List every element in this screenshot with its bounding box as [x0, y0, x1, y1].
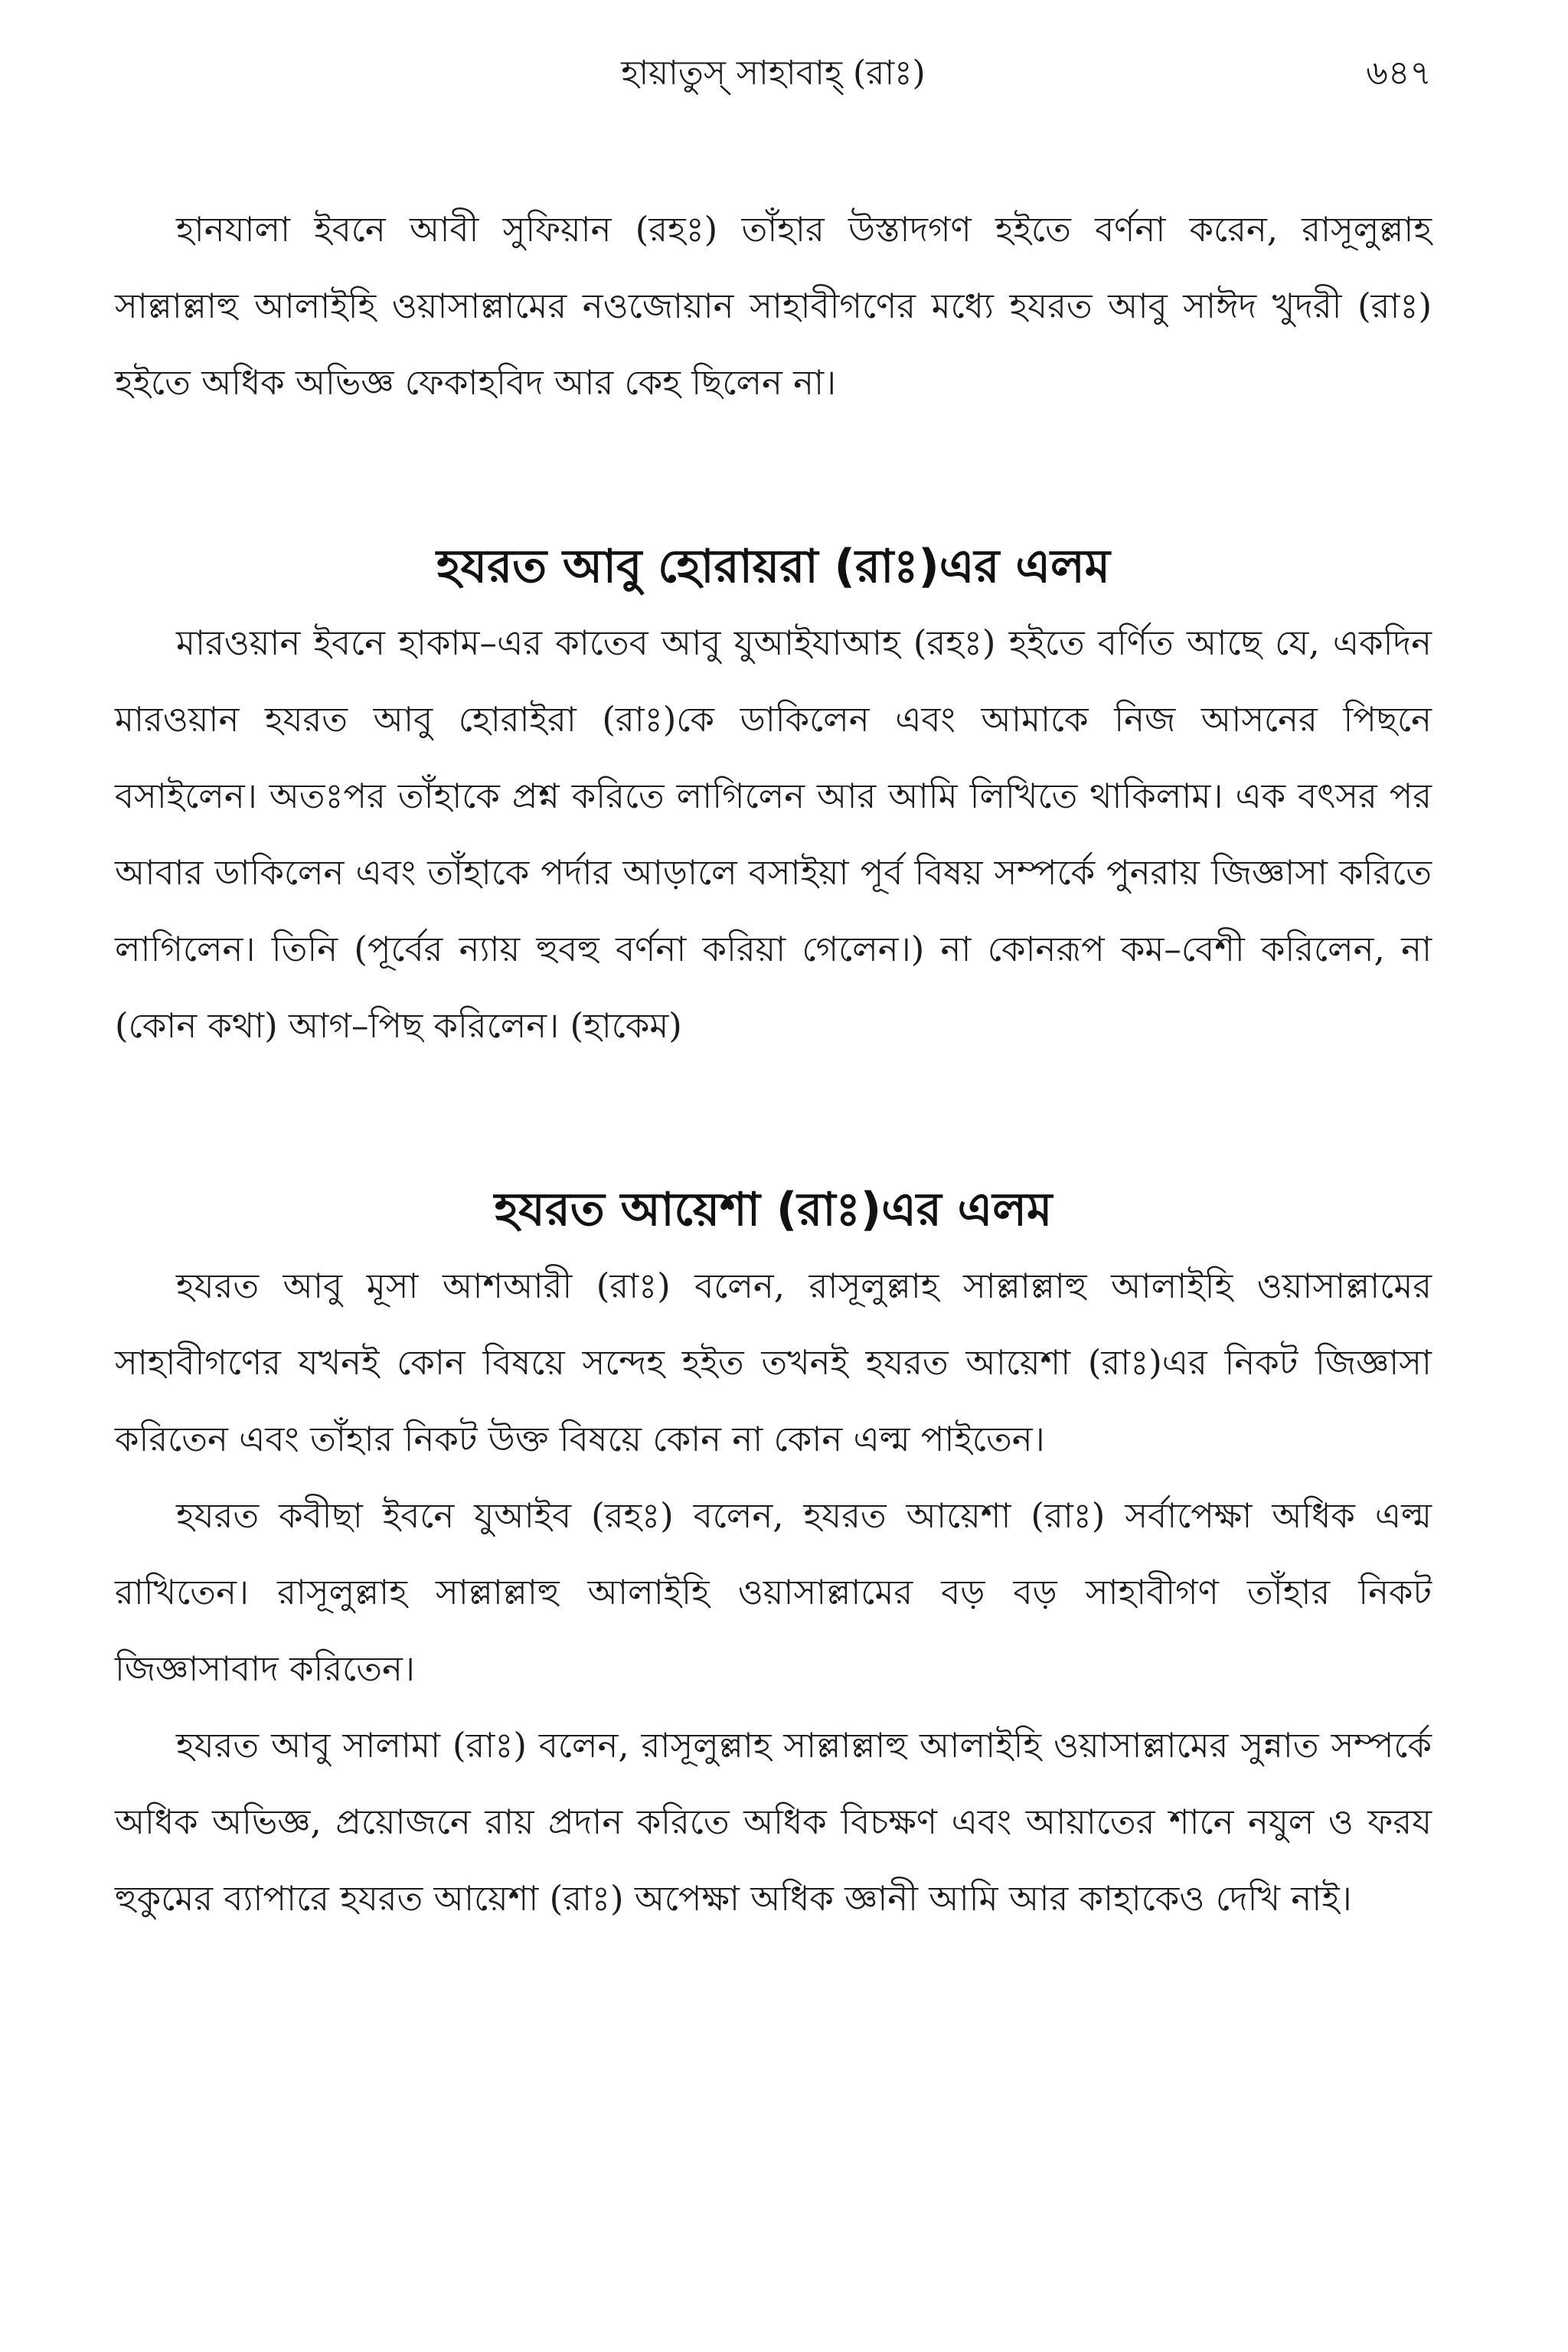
intro-section	[115, 191, 1432, 421]
ayesha-paragraph-1: হযরত আবু মূসা আশআরী (রাঃ) বলেন, রাসূলুল্লাহ সাল্লাল্লাহু আলাইহি ওয়াসাল্লামের সাহাবীগণের যখনই কোন বিষয়ে সন্দেহ হইত তখনই হযরত আয়েশা (রাঃ)এর নিকট জিজ্ঞাসা করিতেন এবং তাঁহার নিকট উক্ত বিষয়ে কোন না কোন এল্ম পাইতেন।	[115, 1266, 1432, 1459]
ayesha-section	[115, 1248, 1432, 1937]
intro-paragraph: হানযালা ইবনে আবী সুফিয়ান (রহঃ) তাঁহার উস্তাদগণ হইতে বর্ণনা করেন, রাসূলুল্লাহ সাল্লাল্লাহু আলাইহি ওয়াসাল্লামের নওজোয়ান সাহাবীগণের মধ্যে হযরত আবু সাঈদ খুদরী (রাঃ) হইতে অধিক অভিজ্ঞ ফেকাহবিদ আর কেহ ছিলেন না।	[115, 209, 1432, 403]
running-title: হায়াতুস্ সাহাবাহ্ (রাঃ)	[621, 54, 926, 93]
ayesha-paragraph-3: হযরত আবু সালামা (রাঃ) বলেন, রাসূলুল্লাহ সাল্লাল্লাহু আলাইহি ওয়াসাল্লামের সুন্নাত সম্পর্কে অধিক অভিজ্ঞ, প্রয়োজনে রায় প্রদান করিতে অধিক বিচক্ষণ এবং আয়াতের শানে নযুল ও ফরয হুকুমের ব্যাপারে হযরত আয়েশা (রাঃ) অপেক্ষা অধিক জ্ঞানী আমি আর কাহাকেও দেখি নাই।	[115, 1725, 1432, 1919]
page-number: ৬৪৭	[1366, 54, 1432, 93]
heading-ayesha: হযরত আয়েশা (রাঃ)এর এলম	[494, 1183, 1053, 1236]
heading-abu-hurairah: হযরত আবু হোরায়রা (রাঃ)এর এলম	[436, 540, 1110, 593]
book-page	[115, 46, 1432, 2312]
ayesha-paragraph-2: হযরত কবীছা ইবনে যুআইব (রহঃ) বলেন, হযরত আয়েশা (রাঃ) সর্বাপেক্ষা অধিক এল্ম রাখিতেন। রাসূলুল্লাহ সাল্লাল্লাহু আলাইহি ওয়াসাল্লামের বড় বড় সাহাবীগণ তাঁহার নিকট জিজ্ঞাসাবাদ করিতেন।	[115, 1495, 1432, 1689]
abu-hurairah-section	[115, 605, 1432, 1064]
running-header	[115, 46, 1432, 107]
abu-hurairah-paragraph: মারওয়ান ইবনে হাকাম–এর কাতেব আবু যুআইযাআহ (রহঃ) হইতে বর্ণিত আছে যে, একদিন মারওয়ান হযরত আবু হোরাইরা (রাঃ)কে ডাকিলেন এবং আমাকে নিজ আসনের পিছনে বসাইলেন। অতঃপর তাঁহাকে প্রশ্ন করিতে লাগিলেন আর আমি লিখিতে থাকিলাম। এক বৎসর পর আবার ডাকিলেন এবং তাঁহাকে পর্দার আড়ালে বসাইয়া পূর্ব বিষয় সম্পর্কে পুনরায় জিজ্ঞাসা করিতে লাগিলেন। তিনি (পূর্বের ন্যায় হুবহু বর্ণনা করিয়া গেলেন।) না কোনরূপ কম–বেশী করিলেন, না (কোন কথা) আগ–পিছ করিলেন। (হাকেম)	[115, 622, 1432, 1046]
